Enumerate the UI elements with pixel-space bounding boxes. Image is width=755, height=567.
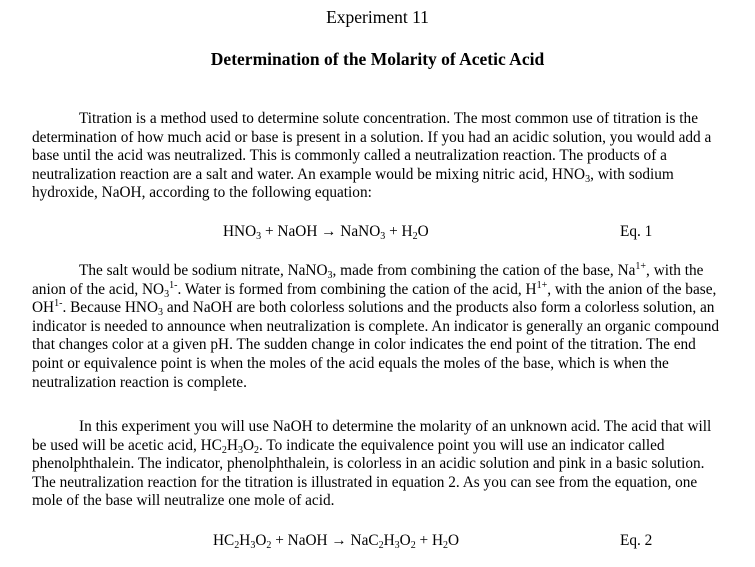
experiment-label: Experiment 11 [326,7,429,27]
equation-1: $HNO_3$ + NaOH → NaNO$_3$ + $H_2O$ [223,223,429,242]
equation-2: $HC_2H_3O_2$ + NaOH → $NaC_2H_3O_2 + H_2O$ [213,532,460,551]
page-title: Determination of the Molarity of Acetic Acid [210,49,545,69]
p1-sub: 3 [585,173,591,185]
equation-2-label: Eq. 2 [620,532,653,549]
equation-1-label: Eq. 1 [620,223,653,240]
paragraph-experiment: In this experiment you will use NaOH to determine the molarity of an unknown acid. The acid that will be used will be acetic acid, $HC_2H_3O_2$. To indicate the equivalence point you will use an indicator called phenolphthalein. The indicator, phenolphthalein, is colorless in an acidic solution and pink in a basic solution. The neutralization reaction for the titration is illustrated in equation 2. As you can see from the equation, one mole of the base will neutralize one mole of acid. [32,418,712,510]
p1-hno: HNO [551,165,586,183]
paragraph-salt-indicator: The salt would be sodium nitrate, NaNO$_3$, made from combining the cation of the base, $Na^{1+}$, with the anion of the acid, $NO_3^{1-}$. Water is formed from combining the cation of the acid, $H^{1+}$, with the anion of the base, $OH^{1-}$. Because $HNO_3$ and NaOH are both colorless solutions and the products also form a colorless solution, an indicator is needed to announce when neutralization is complete. An indicator is generally an organic compound that changes color at a given pH. The sudden change in color indicates the end point of the titration. The end point or equivalence point is when the moles of the acid equals the moles of the base, which is when the neutralization reaction is complete. [32,261,720,391]
p1-text-end: , with sodium hydroxide, NaOH, according to the following equation: [32,165,674,202]
paragraph-titration-intro [32,110,722,203]
p1-text: Titration is a method used to determine solute concentration. The most common use of titration is the determination of how much acid or base is present in a solution. If you had an acidic solution, you would add a base until the acid was neutralized. This is commonly called a neutralization reaction. The products of a neutralization reaction are a salt and water. An example would be mixing nitric acid, [32,110,712,183]
